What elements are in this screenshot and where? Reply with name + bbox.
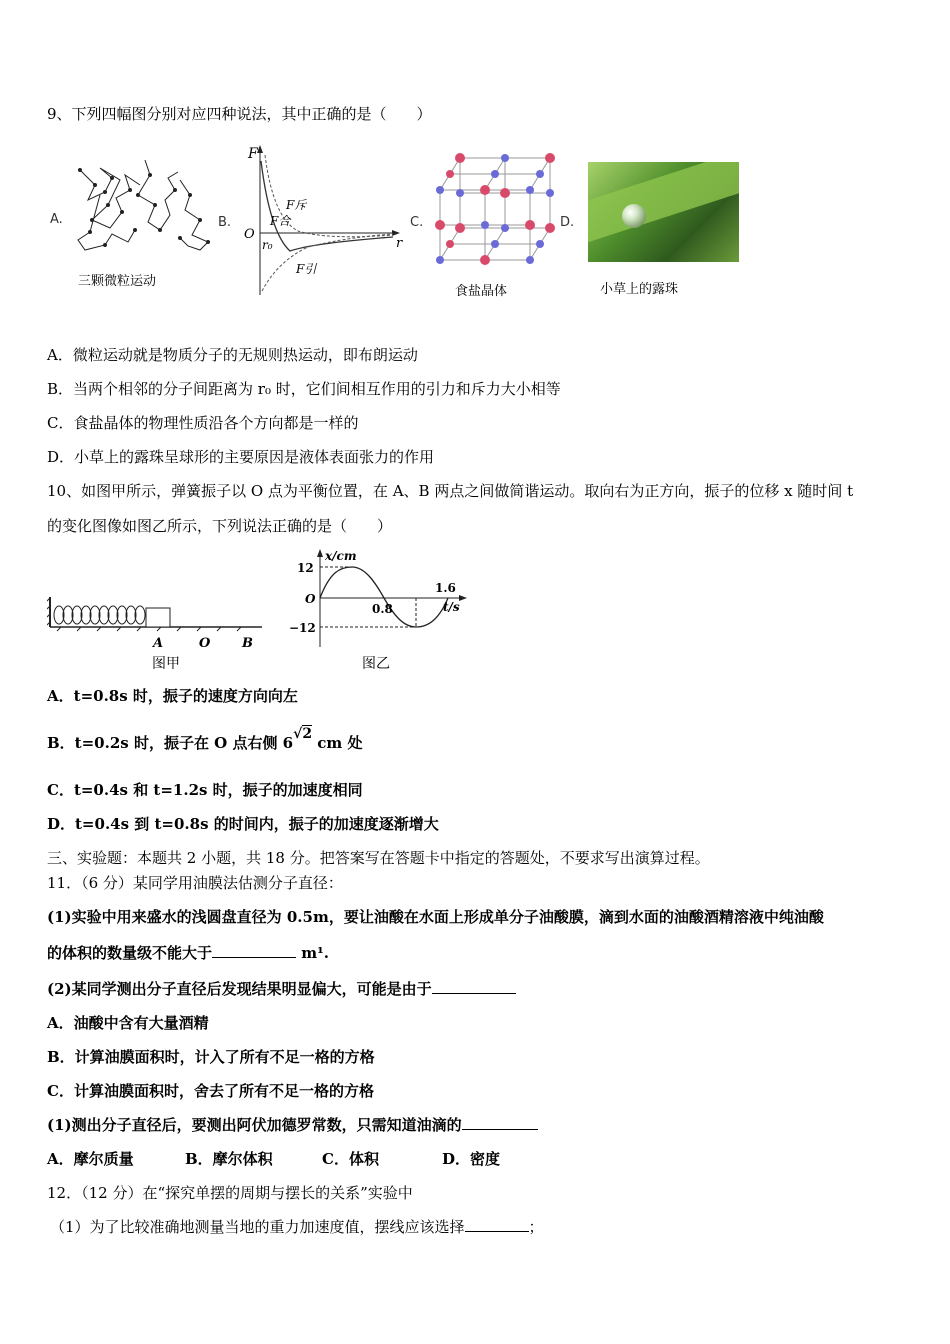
q11-part1-unit: m¹. [301,944,329,962]
axis-r-label: r [396,236,403,251]
f-net-label: F合 [270,214,291,228]
point-a-label: A [153,636,164,651]
fig-nacl-crystal [410,150,580,300]
q11-part3-option-d: D．密度 [442,1150,501,1168]
point-b-label: B [242,636,253,651]
q11-part3-options [47,1148,500,1169]
q10-stem-line1: 10、如图甲所示，弹簧振子以 O 点为平衡位置，在 A、B 两点之间做简谐运动。取向右为正方向，振子的位移 x 随时间 t [47,482,854,500]
q11-part1-line2 [47,942,329,963]
q9-option-b: B．当两个相邻的分子间距离为 r₀ 时，它们间相互作用的引力和斥力大小相等 [47,380,561,398]
q11-part3-option-a: A．摩尔质量 [47,1150,134,1168]
q10-option-a: A．t=0.8s 时，振子的速度方向向左 [47,687,298,705]
f-repulsion-label: F斥 [286,198,307,212]
q11-part3-text: (1)测出分子直径后，要测出阿伏加德罗常数，只需知道油滴的 [47,1116,462,1134]
q9-option-c: C．食盐晶体的物理性质沿各个方向都是一样的 [47,414,359,432]
nacl-lattice-diagram [410,150,580,270]
sqrt-symbol: √2 [293,726,313,742]
q11-part1-line1: (1)实验中用来盛水的浅圆盘直径为 0.5m，要让油酸在水面上形成单分子油酸膜，滴到水面的油酸酒精溶液中纯油酸 [47,908,824,926]
q11-part1-text: 的体积的数量级不能大于 [47,944,213,962]
q10-option-d: D．t=0.4s 到 t=0.8s 的时间内，振子的加速度逐渐增大 [47,815,439,833]
q11-part3 [47,1114,538,1135]
y-axis-label: x/cm [325,549,357,563]
q11-part2-option-c: C．计算油膜面积时，舍去了所有不足一格的方格 [47,1082,374,1100]
fig-spring-oscillator [47,595,277,675]
spring-oscillator-diagram [47,595,277,655]
force-distance-graph [218,143,408,298]
fig-a-caption: 三颗微粒运动 [78,274,157,289]
q12-stem: 12．（12 分）在“探究单摆的周期与摆长的关系”实验中 [47,1184,413,1202]
q11-part2-option-a: A．油酸中含有大量酒精 [47,1014,209,1032]
q11-part3-option-b: B．摩尔体积 [185,1150,273,1168]
answer-blank[interactable] [432,979,516,994]
fig-displacement-graph [285,547,475,677]
fig-a-tag: A. [50,212,63,227]
y-min-tick: −12 [289,621,316,635]
fig-b-tag: B. [218,215,232,230]
q11-part3-option-c: C．体积 [322,1150,379,1168]
answer-blank[interactable] [462,1115,538,1130]
fig-molecular-force [218,143,408,298]
fig-jia-caption: 图甲 [152,656,180,672]
fig-brownian [50,150,220,300]
q9-option-d: D．小草上的露珠呈球形的主要原因是液体表面张力的作用 [47,448,435,466]
fig-yi-caption: 图乙 [362,656,390,672]
section-3-heading: 三、实验题：本题共 2 小题，共 18 分。把答案写在答题卡中指定的答题处，不要求写出演算过程。 [47,849,710,867]
q9-stem: 9、下列四幅图分别对应四种说法，其中正确的是（ ） [47,105,432,123]
y-max-tick: 12 [297,561,314,575]
fig-c-caption: 食盐晶体 [455,284,508,299]
q10-option-b-text: B．t=0.2s 时，振子在 O 点右侧 6 [47,734,294,752]
fig-d-tag: D. [560,215,575,230]
q11-part2-option-b: B．计算油膜面积时，计入了所有不足一格的方格 [47,1048,375,1066]
q11-part2-text: (2)某同学测出分子直径后发现结果明显偏大，可能是由于 [47,980,432,998]
fig-d-caption: 小草上的露珠 [600,282,679,297]
point-o-label: O [199,636,211,651]
origin-tick: O [305,592,316,606]
dew-drop-photo [588,162,739,262]
q10-option-c: C．t=0.4s 和 t=1.2s 时，振子的加速度相同 [47,781,363,799]
q10-option-b [47,726,363,753]
answer-blank[interactable] [212,943,296,958]
fig-dew-drop [560,160,750,300]
sqrt-radicand: 2 [302,726,313,742]
t-tick-1-6: 1.6 [435,581,456,595]
q12-part1-end: ； [528,1218,544,1236]
f-attraction-label: F引 [296,262,317,276]
axis-f-label: F [248,146,258,162]
brownian-paths-diagram [50,150,220,260]
q11-part2 [47,978,516,999]
q12-part1-text: （1）为了比较准确地测量当地的重力加速度值，摆线应该选择 [50,1218,465,1236]
q9-option-a: A．微粒运动就是物质分子的无规则热运动，即布朗运动 [47,346,418,364]
origin-label: O [244,227,255,242]
answer-blank[interactable] [465,1217,529,1232]
fig-c-tag: C. [410,215,424,230]
displacement-time-graph [285,547,475,652]
q12-part1 [50,1216,544,1237]
t-tick-0-8: 0.8 [372,602,393,616]
r0-label: r₀ [262,238,273,252]
q10-option-b-unit: cm 处 [312,734,363,752]
x-axis-label: t/s [443,600,460,614]
q11-stem: 11．（6 分）某同学用油膜法估测分子直径： [47,874,343,892]
q10-stem-line2: 的变化图像如图乙所示，下列说法正确的是（ ） [47,517,393,535]
